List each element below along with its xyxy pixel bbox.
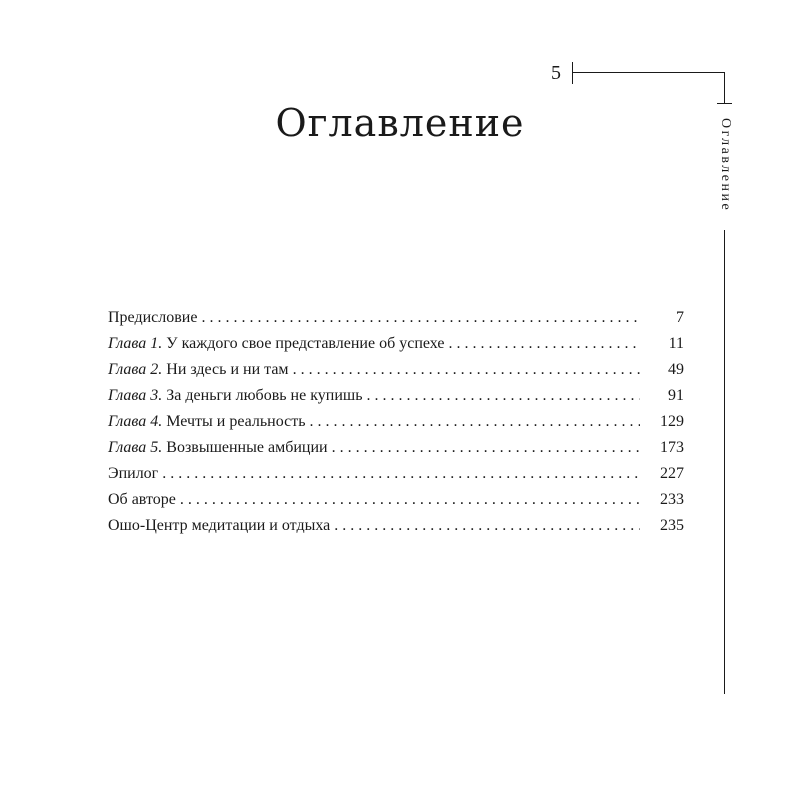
toc-entry[interactable] xyxy=(108,331,684,357)
toc-entry-title: За деньги любовь не купишь xyxy=(166,387,363,404)
toc-leader-dots xyxy=(367,383,641,409)
toc-entry[interactable] xyxy=(108,487,684,513)
toc-leader-dots xyxy=(332,435,640,461)
running-head-label: Оглавление xyxy=(718,117,733,213)
toc-entry-title: У каждого свое представление об успехе xyxy=(166,335,445,352)
toc-page-number: 173 xyxy=(660,439,684,456)
toc-leader-dots xyxy=(201,305,640,331)
toc-entry-title: Предисловие xyxy=(108,309,198,326)
toc-leader-dots xyxy=(180,487,640,513)
toc-page-number: 227 xyxy=(660,465,684,482)
toc-page-number: 233 xyxy=(660,491,684,508)
toc-page-number: 91 xyxy=(668,387,684,404)
toc-entry[interactable] xyxy=(108,409,684,435)
toc-chapter-label: Глава 1. xyxy=(108,335,167,352)
toc-entry-title: Эпилог xyxy=(108,465,159,482)
toc-chapter-label: Глава 2. xyxy=(108,361,167,378)
header-rule-horizontal xyxy=(572,72,725,73)
toc-entry[interactable] xyxy=(108,305,684,331)
toc-entry-title: Об авторе xyxy=(108,491,176,508)
toc-entry-title: Ошо-Центр медитации и отдыха xyxy=(108,517,331,534)
toc-leader-dots xyxy=(310,409,640,435)
toc-page-number: 49 xyxy=(668,361,684,378)
toc-chapter-label: Глава 5. xyxy=(108,439,167,456)
toc-page-number: 129 xyxy=(660,413,684,430)
table-of-contents xyxy=(108,305,684,539)
toc-chapter-label: Глава 3. xyxy=(108,387,167,404)
toc-entry[interactable] xyxy=(108,435,684,461)
page-number: 5 xyxy=(551,62,561,84)
toc-page-number: 235 xyxy=(660,517,684,534)
toc-entry-title: Возвышенные амбиции xyxy=(166,439,328,456)
toc-leader-dots xyxy=(162,461,640,487)
toc-entry[interactable] xyxy=(108,513,684,539)
side-rule xyxy=(724,230,725,694)
toc-entry[interactable] xyxy=(108,383,684,409)
page-title: Оглавление xyxy=(275,101,525,145)
toc-chapter-label: Глава 4. xyxy=(108,413,167,430)
toc-leader-dots xyxy=(448,331,640,357)
toc-leader-dots xyxy=(293,357,640,383)
toc-page-number: 11 xyxy=(668,335,684,352)
toc-entry-title: Мечты и реальность xyxy=(166,413,306,430)
toc-page-number: 7 xyxy=(676,309,684,326)
toc-entry[interactable] xyxy=(108,461,684,487)
header-rule-vertical xyxy=(572,62,573,84)
toc-entry[interactable] xyxy=(108,357,684,383)
toc-entry-title: Ни здесь и ни там xyxy=(166,361,289,378)
toc-leader-dots xyxy=(334,513,640,539)
